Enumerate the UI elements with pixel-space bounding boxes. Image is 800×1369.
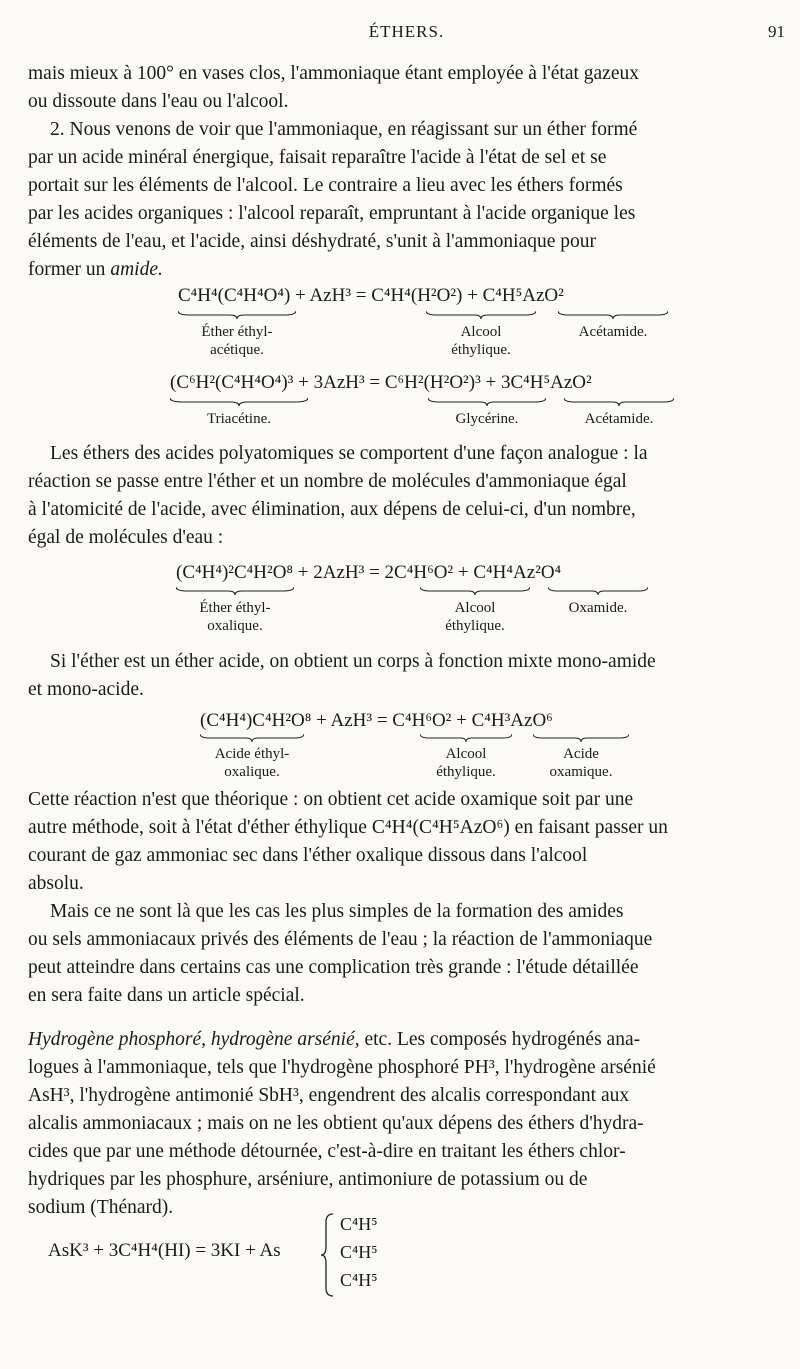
compound-label: Oxamide.: [568, 600, 628, 616]
label-line: Acide éthyl-: [214, 746, 290, 762]
text-line: alcalis ammoniacaux ; mais on ne les obtient qu'aux dépens des éthers d'hydra-: [28, 1113, 644, 1134]
text-line: en sera faite dans un article spécial.: [28, 985, 305, 1006]
underbrace: [420, 733, 512, 743]
stack-line: C⁴H⁵: [340, 1214, 378, 1234]
label-line: éthylique.: [436, 764, 496, 780]
text-line: ou sels ammoniacaux privés des éléments de l'eau ; la réaction de l'ammoniaque: [28, 929, 653, 950]
text-line: portait sur les éléments de l'alcool. Le contraire a lieu avec les éthers formés: [28, 175, 623, 196]
text-line: 2. Nous venons de voir que l'ammoniaque, en réagissant sur un éther formé: [50, 119, 638, 140]
text-line: Si l'éther est un éther acide, on obtient un corps à fonction mixte mono-amide: [50, 651, 656, 672]
document-page: [28, 0, 785, 1369]
compound-label: [533, 745, 629, 781]
label-line: Éther éthyl-: [201, 324, 273, 340]
underbrace: [200, 733, 304, 743]
underbrace: [564, 397, 674, 407]
page-header: [28, 22, 785, 52]
text-line: et mono-acide.: [28, 679, 144, 700]
stack-line: C⁴H⁵: [340, 1242, 378, 1262]
label-line: éthylique.: [451, 342, 511, 358]
compound-label: Acétamide.: [578, 324, 648, 340]
amide-term: amide.: [110, 259, 163, 280]
compound-label: [420, 599, 530, 635]
compound-label: Glycérine.: [455, 411, 519, 427]
page-number: 91: [768, 22, 785, 41]
label-line: Éther éthyl-: [199, 600, 271, 616]
equation-4: (C⁴H⁴)C⁴H²O⁸ + AzH³ = C⁴H⁶O² + C⁴H³AzO⁶: [200, 710, 553, 731]
running-title: ÉTHERS.: [368, 22, 445, 41]
underbrace: [426, 310, 536, 320]
text-line: Cette réaction n'est que théorique : on obtient cet acide oxamique soit par une: [28, 789, 634, 810]
text-line: autre méthode, soit à l'état d'éther éthylique C⁴H⁴(C⁴H⁵AzO⁶) en faisant passer un: [28, 817, 668, 838]
text-line: Les éthers des acides polyatomiques se comportent d'une façon analogue : la: [50, 443, 648, 464]
paragraph-continuation: [28, 60, 785, 116]
text-line: éléments de l'eau, et l'acide, ainsi déshydraté, s'unit à l'ammoniaque pour: [28, 231, 596, 252]
paragraph-polyatomic: [28, 440, 785, 552]
text-line: [28, 256, 785, 284]
equation-3: (C⁴H⁴)²C⁴H²O⁸ + 2AzH³ = 2C⁴H⁶O² + C⁴H⁴Az²O⁴: [176, 562, 562, 583]
underbrace: [176, 586, 294, 596]
paragraph-simple-cases: [28, 898, 785, 1010]
underbrace: [533, 733, 629, 743]
text-line: à l'atomicité de l'acide, avec élimination, aux dépens de celui-ci, d'un nombre,: [28, 499, 636, 520]
paragraph-ammonia-organic: [28, 116, 785, 284]
text-line: réaction se passe entre l'éther et un nombre de molécules d'ammoniaque égal: [28, 471, 627, 492]
text-line: ou dissoute dans l'eau ou l'alcool.: [28, 91, 289, 112]
text-line: courant de gaz ammoniac sec dans l'éther oxalique dissous dans l'alcool: [28, 845, 588, 866]
label-line: Alcool: [454, 600, 496, 616]
label-line: Acide: [563, 746, 599, 762]
label-line: Alcool: [445, 746, 487, 762]
text-line: égal de molécules d'eau :: [28, 527, 224, 548]
underbrace: [170, 397, 308, 407]
text-fragment: former un: [28, 259, 111, 280]
text-line: peut atteindre dans certains cas une complication très grande : l'étude détaillée: [28, 957, 639, 978]
underbrace: [428, 397, 546, 407]
underbrace: [548, 586, 648, 596]
underbrace: [420, 586, 530, 596]
compound-label: [416, 745, 516, 781]
text-line: mais mieux à 100° en vases clos, l'ammoniaque étant employée à l'état gazeux: [28, 63, 639, 84]
text-line: Mais ce ne sont là que les cas les plus simples de la formation des amides: [50, 901, 624, 922]
ethyl-stack: [340, 1210, 378, 1294]
section-heading: Hydrogène phosphoré, hydrogène arsénié,: [28, 1029, 360, 1050]
paragraph-theoretical: [28, 786, 785, 898]
label-line: acétique.: [210, 342, 264, 358]
text-line: [28, 1026, 785, 1054]
text-line: hydriques par les phosphure, arséniure, antimoniure de potassium ou de: [28, 1169, 588, 1190]
label-line: oxalique.: [224, 764, 280, 780]
text-line: par un acide minéral énergique, faisait reparaître l'acide à l'état de sel et se: [28, 147, 607, 168]
paragraph-phosphorus-hydrogen: [28, 1026, 785, 1222]
compound-label: [176, 599, 294, 635]
compound-label: [178, 323, 296, 359]
compound-label: Triacétine.: [206, 411, 271, 427]
text-line: sodium (Thénard).: [28, 1197, 174, 1218]
compound-label: [426, 323, 536, 359]
curly-brace: [320, 1212, 336, 1298]
label-line: Alcool: [460, 324, 502, 340]
underbrace: [178, 310, 296, 320]
stack-line: C⁴H⁵: [340, 1270, 378, 1290]
compound-label: [200, 745, 304, 781]
label-line: oxamique.: [549, 764, 613, 780]
label-line: éthylique.: [445, 618, 505, 634]
compound-label: Acétamide.: [584, 411, 654, 427]
underbrace: [558, 310, 668, 320]
text-line: par les acides organiques : l'alcool reparaît, empruntant à l'acide organique les: [28, 203, 636, 224]
equation-1: C⁴H⁴(C⁴H⁴O⁴) + AzH³ = C⁴H⁴(H²O²) + C⁴H⁵AzO²: [178, 285, 564, 306]
text-line: absolu.: [28, 873, 84, 894]
text-line: AsH³, l'hydrogène antimonié SbH³, engendrent des alcalis correspondant aux: [28, 1085, 630, 1106]
text-fragment: etc. Les composés hydrogénés ana-: [359, 1029, 641, 1050]
text-line: cides que par une méthode détournée, c'est-à-dire en traitant les éthers chlor-: [28, 1141, 626, 1162]
equation-2: (C⁶H²(C⁴H⁴O⁴)³ + 3AzH³ = C⁶H²(H²O²)³ + 3C⁴H⁵AzO²: [170, 372, 592, 393]
paragraph-acid-ether: [28, 648, 785, 704]
label-line: oxalique.: [207, 618, 263, 634]
text-line: logues à l'ammoniaque, tels que l'hydrogène phosphoré PH³, l'hydrogène arsénié: [28, 1057, 656, 1078]
equation-5: AsK³ + 3C⁴H⁴(HI) = 3KI + As: [48, 1240, 281, 1261]
